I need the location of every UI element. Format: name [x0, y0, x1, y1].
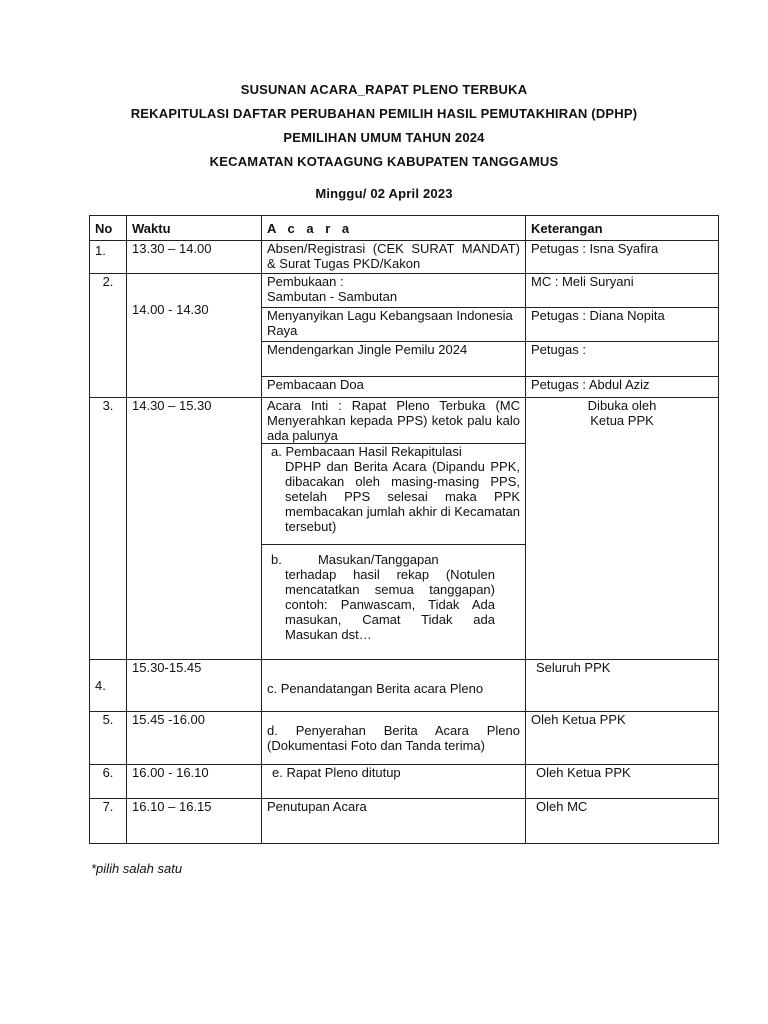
table-row	[90, 799, 719, 844]
activity-feedback-detail: terhadap hasil rekap (Notulen mencatatkan semua tanggapan) contoh: Panwascam, Tidak Ada masukan, Camat Tidak ada Masukan dst…	[285, 567, 495, 642]
row-activity: Menyanyikan Lagu Kebangsaan Indonesia Raya	[262, 308, 526, 342]
activity-reading-recap: a. Pembacaan Hasil Rekapitulasi	[271, 444, 462, 459]
activity-speeches: Sambutan - Sambutan	[267, 289, 398, 304]
column-header-acara: A c a r a	[262, 216, 526, 241]
row-note: Oleh Ketua PPK	[526, 765, 719, 799]
row-number: 5.	[90, 712, 127, 765]
table-header-row	[90, 216, 719, 241]
row-activity: d. Penyerahan Berita Acara Pleno (Dokumentasi Foto dan Tanda terima)	[262, 712, 526, 765]
column-header-waktu: Waktu	[127, 216, 262, 241]
document-subtitle: REKAPITULASI DAFTAR PERUBAHAN PEMILIH HASIL PEMUTAKHIRAN (DPHP)	[130, 106, 638, 121]
row-activity	[262, 545, 526, 660]
row-number: 4.	[90, 660, 127, 712]
row-activity	[262, 274, 526, 308]
document-date: Minggu/ 02 April 2023	[315, 186, 453, 201]
table-row	[90, 398, 719, 444]
row-note: Petugas :	[526, 342, 719, 377]
row-activity: Absen/Registrasi (CEK SURAT MANDAT) & Surat Tugas PKD/Kakon	[262, 241, 526, 274]
row-time: 15.45 -16.00	[127, 712, 262, 765]
document-title: SUSUNAN ACARA_RAPAT PLENO TERBUKA	[240, 82, 528, 97]
row-note: Oleh Ketua PPK	[526, 712, 719, 765]
row-number: 3.	[90, 398, 127, 660]
row-activity: c. Penandatangan Berita acara Pleno	[262, 660, 526, 712]
row-note: Oleh MC	[526, 799, 719, 844]
agenda-table	[89, 215, 719, 844]
row-activity: e. Rapat Pleno ditutup	[262, 765, 526, 799]
activity-feedback: b. Masukan/Tanggapan	[271, 552, 439, 567]
table-row	[90, 765, 719, 799]
row-note	[526, 398, 719, 660]
table-row	[90, 712, 719, 765]
row-note: Petugas : Isna Syafira	[526, 241, 719, 274]
row-number: 2.	[90, 274, 127, 398]
document-subtitle-election: PEMILIHAN UMUM TAHUN 2024	[283, 130, 485, 145]
row-note: Petugas : Diana Nopita	[526, 308, 719, 342]
table-row	[90, 241, 719, 274]
footnote: *pilih salah satu	[91, 861, 183, 876]
row-activity: Mendengarkan Jingle Pemilu 2024	[262, 342, 526, 377]
row-note: MC : Meli Suryani	[526, 274, 719, 308]
row-note: Seluruh PPK	[526, 660, 719, 712]
note-opened-by: Dibuka oleh	[587, 398, 657, 413]
note-ppk-chair: Ketua PPK	[590, 413, 654, 428]
row-time: 14.00 - 14.30	[127, 274, 262, 398]
row-time: 15.30-15.45	[127, 660, 262, 712]
table-row	[90, 274, 719, 308]
column-header-no: No	[90, 216, 127, 241]
activity-opening: Pembukaan :	[267, 274, 344, 289]
row-activity	[262, 444, 526, 545]
row-time: 13.30 – 14.00	[127, 241, 262, 274]
row-activity: Pembacaan Doa	[262, 377, 526, 398]
table-row	[90, 660, 719, 712]
document-subtitle-location: KECAMATAN KOTAAGUNG KABUPATEN TANGGAMUS	[209, 154, 559, 169]
row-number: 1.	[90, 241, 127, 274]
row-activity: Acara Inti : Rapat Pleno Terbuka (MC Menyerahkan kepada PPS) ketok palu kalo ada palunya	[262, 398, 526, 444]
row-number: 7.	[90, 799, 127, 844]
row-time: 14.30 – 15.30	[127, 398, 262, 660]
activity-reading-recap-detail: DPHP dan Berita Acara (Dipandu PPK, dibacakan oleh masing-masing PPS, setelah PPS selesai maka PPK membacakan jumlah akhir di Kecamatan tersebut)	[285, 459, 520, 534]
row-time: 16.00 - 16.10	[127, 765, 262, 799]
column-header-keterangan: Keterangan	[526, 216, 719, 241]
row-note: Petugas : Abdul Aziz	[526, 377, 719, 398]
row-activity: Penutupan Acara	[262, 799, 526, 844]
row-time: 16.10 – 16.15	[127, 799, 262, 844]
row-number: 6.	[90, 765, 127, 799]
